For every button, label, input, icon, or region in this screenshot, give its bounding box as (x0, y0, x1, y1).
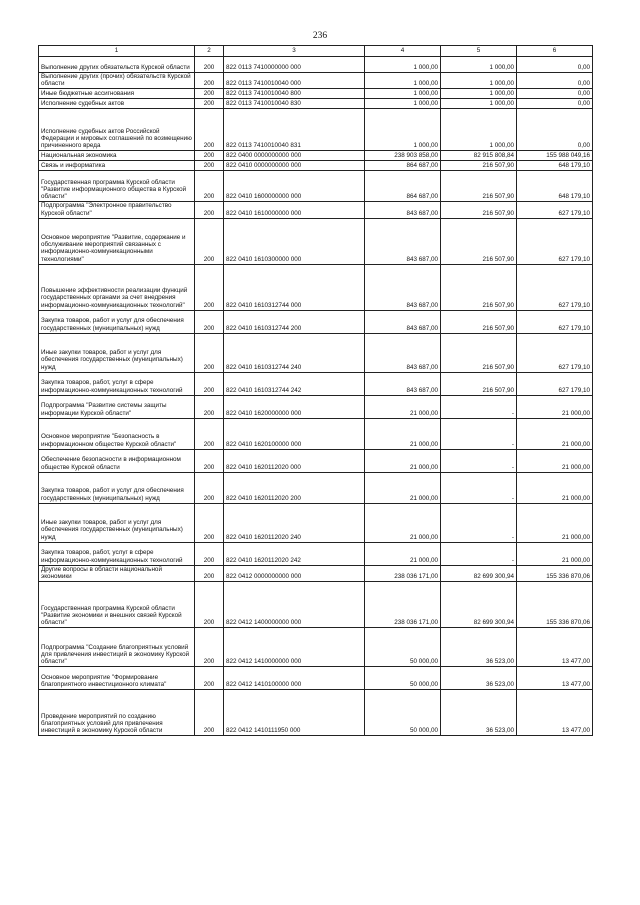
admin-code-cell: 200 (195, 628, 224, 667)
admin-code-cell: 200 (195, 333, 224, 372)
budget-code-cell: 822 0412 1410111950 000 (224, 690, 365, 736)
remaining-amount-cell: 13 477,00 (517, 690, 593, 736)
row-name-cell: Подпрограмма "Создание благоприятных условий для привлечения инвестиций в экономику Курской области" (39, 628, 195, 667)
admin-code-cell: 200 (195, 171, 224, 202)
row-name-cell: Иные закупки товаров, работ и услуг для обеспечения государственных (муниципальных) нужд (39, 333, 195, 372)
table-row (39, 565, 593, 581)
table-row (39, 73, 593, 89)
remaining-amount-cell: 627 179,10 (517, 310, 593, 333)
row-name-cell: Подпрограмма "Электронное правительство Курской области" (39, 202, 195, 218)
row-name-cell: Иные закупки товаров, работ и услуг для обеспечения государственных (муниципальных) нужд (39, 503, 195, 542)
row-name-cell: Основное мероприятие "Формирование благоприятного инвестиционного климата" (39, 667, 195, 690)
executed-amount-cell: 216 507,90 (441, 310, 517, 333)
budget-code-cell: 822 0410 1620112020 242 (224, 542, 365, 565)
executed-amount-cell: 36 523,00 (441, 667, 517, 690)
remaining-amount-cell: 155 336 870,06 (517, 582, 593, 628)
planned-amount-cell: 843 687,00 (365, 310, 441, 333)
row-name-cell: Основное мероприятие "Безопасность в информационном обществе Курской области" (39, 418, 195, 449)
admin-code-cell: 200 (195, 418, 224, 449)
planned-amount-cell: 21 000,00 (365, 472, 441, 503)
planned-amount-cell: 50 000,00 (365, 690, 441, 736)
budget-code-cell: 822 0412 1400000000 000 (224, 582, 365, 628)
table-row (39, 333, 593, 372)
remaining-amount-cell: 13 477,00 (517, 628, 593, 667)
column-header: 5 (441, 46, 517, 57)
admin-code-cell: 200 (195, 372, 224, 395)
admin-code-cell: 200 (195, 109, 224, 151)
budget-code-cell: 822 0113 7410010040 000 (224, 73, 365, 89)
planned-amount-cell: 1 000,00 (365, 109, 441, 151)
budget-code-cell: 822 0410 1620112020 200 (224, 472, 365, 503)
budget-code-cell: 822 0410 1620100000 000 (224, 418, 365, 449)
budget-table (38, 45, 593, 736)
row-name-cell: Проведение мероприятий по созданию благоприятных условий для привлечения инвестиций в экономику Курской области (39, 690, 195, 736)
planned-amount-cell: 238 036 171,00 (365, 565, 441, 581)
remaining-amount-cell: 627 179,10 (517, 372, 593, 395)
admin-code-cell: 200 (195, 395, 224, 418)
row-name-cell: Исполнение судебных актов Российской Федерации и мировых соглашений по возмещению причиненного вреда (39, 109, 195, 151)
remaining-amount-cell: 0,00 (517, 99, 593, 109)
remaining-amount-cell: 627 179,10 (517, 202, 593, 218)
planned-amount-cell: 21 000,00 (365, 449, 441, 472)
admin-code-cell: 200 (195, 472, 224, 503)
table-row (39, 418, 593, 449)
planned-amount-cell: 843 687,00 (365, 218, 441, 264)
admin-code-cell: 200 (195, 57, 224, 73)
remaining-amount-cell: 21 000,00 (517, 472, 593, 503)
admin-code-cell: 200 (195, 582, 224, 628)
row-name-cell: Иные бюджетные ассигнования (39, 89, 195, 99)
row-name-cell: Связь и информатика (39, 161, 195, 171)
admin-code-cell: 200 (195, 73, 224, 89)
executed-amount-cell: 216 507,90 (441, 264, 517, 310)
admin-code-cell: 200 (195, 151, 224, 161)
remaining-amount-cell: 21 000,00 (517, 418, 593, 449)
budget-code-cell: 822 0410 1610300000 000 (224, 218, 365, 264)
column-header: 3 (224, 46, 365, 57)
row-name-cell: Государственная программа Курской области "Развитие экономики и внешних связей Курской области" (39, 582, 195, 628)
budget-code-cell: 822 0410 1610000000 000 (224, 202, 365, 218)
table-header-row (39, 46, 593, 57)
page-number: 236 (312, 31, 328, 41)
executed-amount-cell: 1 000,00 (441, 57, 517, 73)
row-name-cell: Закупка товаров, работ и услуг для обеспечения государственных (муниципальных) нужд (39, 310, 195, 333)
table-row (39, 503, 593, 542)
budget-code-cell: 822 0412 0000000000 000 (224, 565, 365, 581)
table-row (39, 57, 593, 73)
planned-amount-cell: 864 687,00 (365, 161, 441, 171)
planned-amount-cell: 21 000,00 (365, 542, 441, 565)
budget-code-cell: 822 0412 1410000000 000 (224, 628, 365, 667)
remaining-amount-cell: 0,00 (517, 109, 593, 151)
budget-code-cell: 822 0113 7410010040 800 (224, 89, 365, 99)
table-row (39, 667, 593, 690)
executed-amount-cell: - (441, 542, 517, 565)
column-header: 4 (365, 46, 441, 57)
admin-code-cell: 200 (195, 690, 224, 736)
planned-amount-cell: 843 687,00 (365, 372, 441, 395)
row-name-cell: Национальная экономика (39, 151, 195, 161)
budget-code-cell: 822 0410 1610312744 200 (224, 310, 365, 333)
executed-amount-cell: 1 000,00 (441, 89, 517, 99)
table-row (39, 264, 593, 310)
executed-amount-cell: 216 507,90 (441, 161, 517, 171)
budget-code-cell: 822 0410 1620112020 000 (224, 449, 365, 472)
budget-code-cell: 822 0113 7410010040 831 (224, 109, 365, 151)
table-row (39, 161, 593, 171)
budget-code-cell: 822 0410 1610312744 242 (224, 372, 365, 395)
table-row (39, 395, 593, 418)
budget-code-cell: 822 0410 0000000000 000 (224, 161, 365, 171)
planned-amount-cell: 1 000,00 (365, 89, 441, 99)
remaining-amount-cell: 627 179,10 (517, 264, 593, 310)
table-row (39, 472, 593, 503)
admin-code-cell: 200 (195, 218, 224, 264)
planned-amount-cell: 1 000,00 (365, 99, 441, 109)
planned-amount-cell: 843 687,00 (365, 264, 441, 310)
planned-amount-cell: 843 687,00 (365, 202, 441, 218)
admin-code-cell: 200 (195, 310, 224, 333)
executed-amount-cell: 82 699 300,94 (441, 582, 517, 628)
admin-code-cell: 200 (195, 449, 224, 472)
admin-code-cell: 200 (195, 99, 224, 109)
budget-code-cell: 822 0410 1610312744 000 (224, 264, 365, 310)
row-name-cell: Государственная программа Курской области "Развитие информационного общества в Курской области" (39, 171, 195, 202)
remaining-amount-cell: 627 179,10 (517, 333, 593, 372)
remaining-amount-cell: 648 179,10 (517, 171, 593, 202)
column-header: 1 (39, 46, 195, 57)
row-name-cell: Другие вопросы в области национальной экономики (39, 565, 195, 581)
table-row (39, 372, 593, 395)
row-name-cell: Закупка товаров, работ, услуг в сфере информационно-коммуникационных технологий (39, 542, 195, 565)
budget-code-cell: 822 0400 0000000000 000 (224, 151, 365, 161)
table-row (39, 89, 593, 99)
executed-amount-cell: 1 000,00 (441, 109, 517, 151)
row-name-cell: Исполнение судебных актов (39, 99, 195, 109)
row-name-cell: Подпрограмма "Развитие системы защиты информации Курской области" (39, 395, 195, 418)
executed-amount-cell: - (441, 395, 517, 418)
remaining-amount-cell: 155 336 870,06 (517, 565, 593, 581)
budget-code-cell: 822 0410 1620112020 240 (224, 503, 365, 542)
row-name-cell: Закупка товаров, работ и услуг для обеспечения государственных (муниципальных) нужд (39, 472, 195, 503)
budget-code-cell: 822 0410 1610312744 240 (224, 333, 365, 372)
admin-code-cell: 200 (195, 503, 224, 542)
remaining-amount-cell: 21 000,00 (517, 395, 593, 418)
remaining-amount-cell: 155 988 049,16 (517, 151, 593, 161)
planned-amount-cell: 21 000,00 (365, 418, 441, 449)
executed-amount-cell: 216 507,90 (441, 372, 517, 395)
remaining-amount-cell: 13 477,00 (517, 667, 593, 690)
executed-amount-cell: 216 507,90 (441, 202, 517, 218)
remaining-amount-cell: 21 000,00 (517, 503, 593, 542)
executed-amount-cell: - (441, 503, 517, 542)
table-row (39, 202, 593, 218)
executed-amount-cell: - (441, 418, 517, 449)
table-row (39, 109, 593, 151)
table-row (39, 171, 593, 202)
admin-code-cell: 200 (195, 202, 224, 218)
executed-amount-cell: 216 507,90 (441, 171, 517, 202)
planned-amount-cell: 21 000,00 (365, 395, 441, 418)
table-row (39, 690, 593, 736)
planned-amount-cell: 21 000,00 (365, 503, 441, 542)
planned-amount-cell: 238 903 858,00 (365, 151, 441, 161)
table-row (39, 151, 593, 161)
row-name-cell: Обеспечение безопасности в информационном обществе Курской области (39, 449, 195, 472)
executed-amount-cell: 1 000,00 (441, 99, 517, 109)
remaining-amount-cell: 21 000,00 (517, 449, 593, 472)
planned-amount-cell: 238 036 171,00 (365, 582, 441, 628)
table-row (39, 582, 593, 628)
planned-amount-cell: 843 687,00 (365, 333, 441, 372)
table-row (39, 310, 593, 333)
table-row (39, 628, 593, 667)
remaining-amount-cell: 0,00 (517, 89, 593, 99)
remaining-amount-cell: 648 179,10 (517, 161, 593, 171)
column-header: 6 (517, 46, 593, 57)
remaining-amount-cell: 0,00 (517, 57, 593, 73)
budget-code-cell: 822 0412 1410100000 000 (224, 667, 365, 690)
executed-amount-cell: 82 915 808,84 (441, 151, 517, 161)
executed-amount-cell: 36 523,00 (441, 690, 517, 736)
row-name-cell: Основное мероприятие "Развитие, содержание и обслуживание мероприятий связанных с информационно-коммуникационными технологиями" (39, 218, 195, 264)
executed-amount-cell: - (441, 449, 517, 472)
admin-code-cell: 200 (195, 161, 224, 171)
row-name-cell: Закупка товаров, работ, услуг в сфере информационно-коммуникационных технологий (39, 372, 195, 395)
executed-amount-cell: 1 000,00 (441, 73, 517, 89)
remaining-amount-cell: 627 179,10 (517, 218, 593, 264)
remaining-amount-cell: 21 000,00 (517, 542, 593, 565)
table-row (39, 218, 593, 264)
planned-amount-cell: 1 000,00 (365, 73, 441, 89)
admin-code-cell: 200 (195, 565, 224, 581)
executed-amount-cell: - (441, 472, 517, 503)
executed-amount-cell: 216 507,90 (441, 333, 517, 372)
remaining-amount-cell: 0,00 (517, 73, 593, 89)
table-row (39, 449, 593, 472)
planned-amount-cell: 50 000,00 (365, 667, 441, 690)
admin-code-cell: 200 (195, 542, 224, 565)
table-row (39, 542, 593, 565)
budget-code-cell: 822 0113 7410000000 000 (224, 57, 365, 73)
executed-amount-cell: 36 523,00 (441, 628, 517, 667)
admin-code-cell: 200 (195, 89, 224, 99)
executed-amount-cell: 82 699 300,94 (441, 565, 517, 581)
admin-code-cell: 200 (195, 264, 224, 310)
budget-code-cell: 822 0113 7410010040 830 (224, 99, 365, 109)
planned-amount-cell: 864 687,00 (365, 171, 441, 202)
budget-code-cell: 822 0410 1600000000 000 (224, 171, 365, 202)
budget-code-cell: 822 0410 1620000000 000 (224, 395, 365, 418)
planned-amount-cell: 1 000,00 (365, 57, 441, 73)
column-header: 2 (195, 46, 224, 57)
executed-amount-cell: 216 507,90 (441, 218, 517, 264)
row-name-cell: Выполнение других (прочих) обязательств Курской области (39, 73, 195, 89)
row-name-cell: Повышение эффективности реализации функций государственных органами за счет внедрения информационно-коммуникационных технологий" (39, 264, 195, 310)
row-name-cell: Выполнение других обязательств Курской области (39, 57, 195, 73)
planned-amount-cell: 50 000,00 (365, 628, 441, 667)
table-row (39, 99, 593, 109)
admin-code-cell: 200 (195, 667, 224, 690)
